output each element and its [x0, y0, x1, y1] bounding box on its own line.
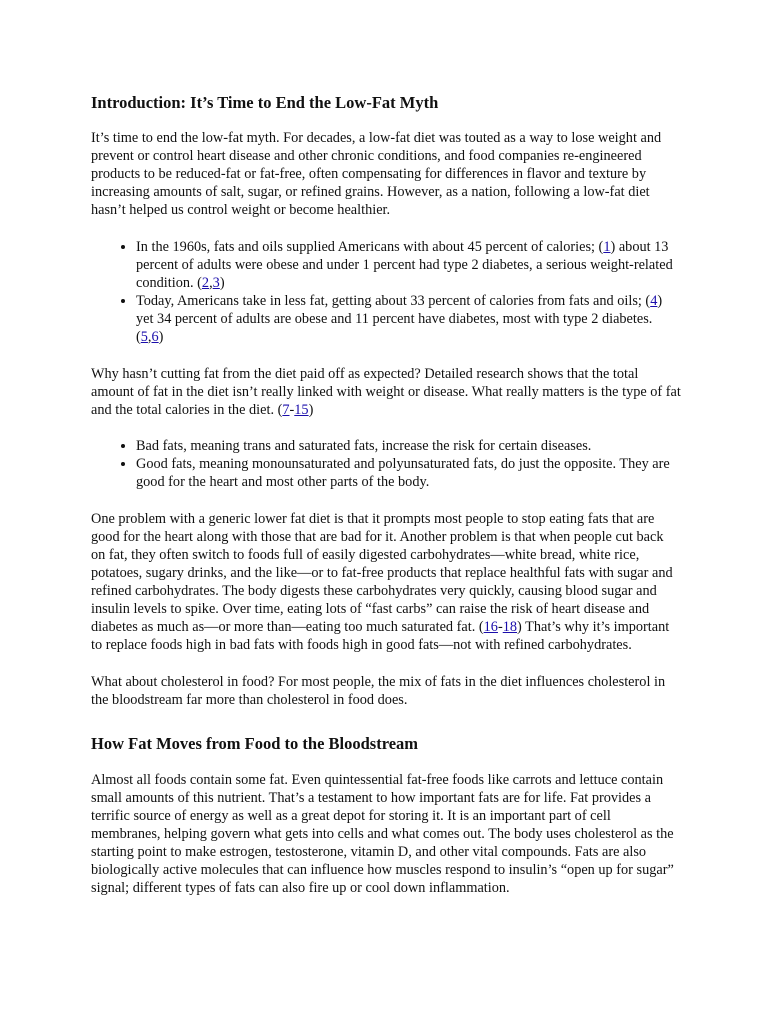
separator: -	[497, 619, 503, 635]
reference-link-2[interactable]: 2	[201, 275, 210, 291]
section-heading-bloodstream: How Fat Moves from Food to the Bloodstream	[91, 734, 419, 753]
list-item	[136, 292, 681, 346]
list-item	[136, 238, 681, 292]
reference-link-18[interactable]: 18	[502, 619, 518, 635]
section-heading-intro: Introduction: It’s Time to End the Low-Fat Myth	[91, 93, 439, 112]
reference-link-1[interactable]: 1	[603, 239, 611, 255]
reference-link-4[interactable]: 4	[650, 293, 658, 309]
list-item: • Good fats, meaning monounsaturated and polyunsaturated fats, do just the opposite. They are good for the heart and most other parts of the body.	[136, 455, 681, 491]
fat-type-paragraph	[91, 365, 681, 419]
reference-link-15[interactable]: 15	[294, 402, 309, 418]
bloodstream-paragraph: Almost all foods contain some fat. Even quintessential fat-free foods like carrots and lettuce contain small amounts of this nutrient. That’s a testament to how important fats are for life. Fat provides a terrific source of energy as well as a great depot for storing it. It is an important part of cell membranes, helping govern what gets into cells and what comes out. The body uses cholesterol as the starting point to make estrogen, testosterone, vitamin D, and other vital compounds. Fats are also biologically active molecules that can influence how muscles respond to insulin’s “open up for sugar” signal; different types of fats can also fire up or cool down inflammation.	[91, 772, 674, 896]
reference-link-16[interactable]: 16	[483, 619, 498, 635]
paragraph-text: One problem with a generic lower fat diet is that it prompts most people to stop eating fats that are good for the heart along with those that are bad for it. Another problem is that when people cut back on fat, they often switch to foods full of easily digested carbohydrates—white bread, white rice, potatoes, sugary drinks, and the like—or to fat-free products that replace healthful fats with sugar and refined carbohydrates. The body digests these carbohydrates very quickly, causing blood sugar and insulin levels to spike. Over time, eating lots of “fast carbs” can raise the risk of heart disease and diabetes as much as—or more than—eating too much saturated fat. (	[91, 511, 673, 635]
reference-link-5[interactable]: 5	[140, 329, 148, 345]
bullet-text: Today, Americans take in less fat, getting about 33 percent of calories from fats and oils; (	[136, 293, 651, 309]
bullet-text: ) yet 34 percent of adults are obese and 11 percent have diabetes, most with type 2 diabetes. (	[136, 293, 663, 345]
separator: ,	[147, 329, 152, 345]
paragraph-text: Why hasn’t cutting fat from the diet paid off as expected? Detailed research shows that the total amount of fat in the diet isn’t really linked with weight or disease. What really matters is the type of fat and the total calories in the diet. (	[91, 366, 681, 418]
separator: ,	[209, 275, 213, 291]
low-fat-problem-paragraph	[91, 510, 681, 654]
bullet-text: In the 1960s, fats and oils supplied Americans with about 45 percent of calories; (	[136, 239, 604, 255]
cholesterol-paragraph: What about cholesterol in food? For most people, the mix of fats in the diet influences cholesterol in the bloodstream far more than cholesterol in food does.	[91, 674, 666, 708]
fat-kinds-list	[91, 437, 681, 491]
reference-link-3[interactable]: 3	[212, 275, 220, 291]
list-item: • Bad fats, meaning trans and saturated fats, increase the risk for certain diseases.	[136, 437, 681, 455]
bullet-text: )	[158, 329, 164, 345]
fat-history-list	[91, 238, 681, 346]
reference-link-6[interactable]: 6	[151, 329, 159, 345]
intro-paragraph: It’s time to end the low-fat myth. For decades, a low-fat diet was touted as a way to lose weight and prevent or control heart disease and other chronic conditions, and food companies re-engineered products to be reduced-fat or fat-free, often compensating for differences in flavor and texture by increasing amounts of salt, sugar, or refined grains. However, as a nation, following a low-fat diet hasn’t helped us control weight or become healthier.	[91, 130, 662, 218]
bullet-text: )	[219, 275, 225, 291]
bullet-text: ) about 13 percent of adults were obese and under 1 percent had type 2 diabetes, a serious weight-related condition. (	[136, 239, 673, 291]
paragraph-text: ) That’s why it’s important to replace foods high in bad fats with foods high in good fats—not with refined carbohydrates.	[91, 619, 670, 653]
document-page	[91, 92, 681, 897]
paragraph-text: )	[308, 402, 314, 418]
reference-link-7[interactable]: 7	[282, 402, 290, 418]
separator: -	[289, 402, 295, 418]
